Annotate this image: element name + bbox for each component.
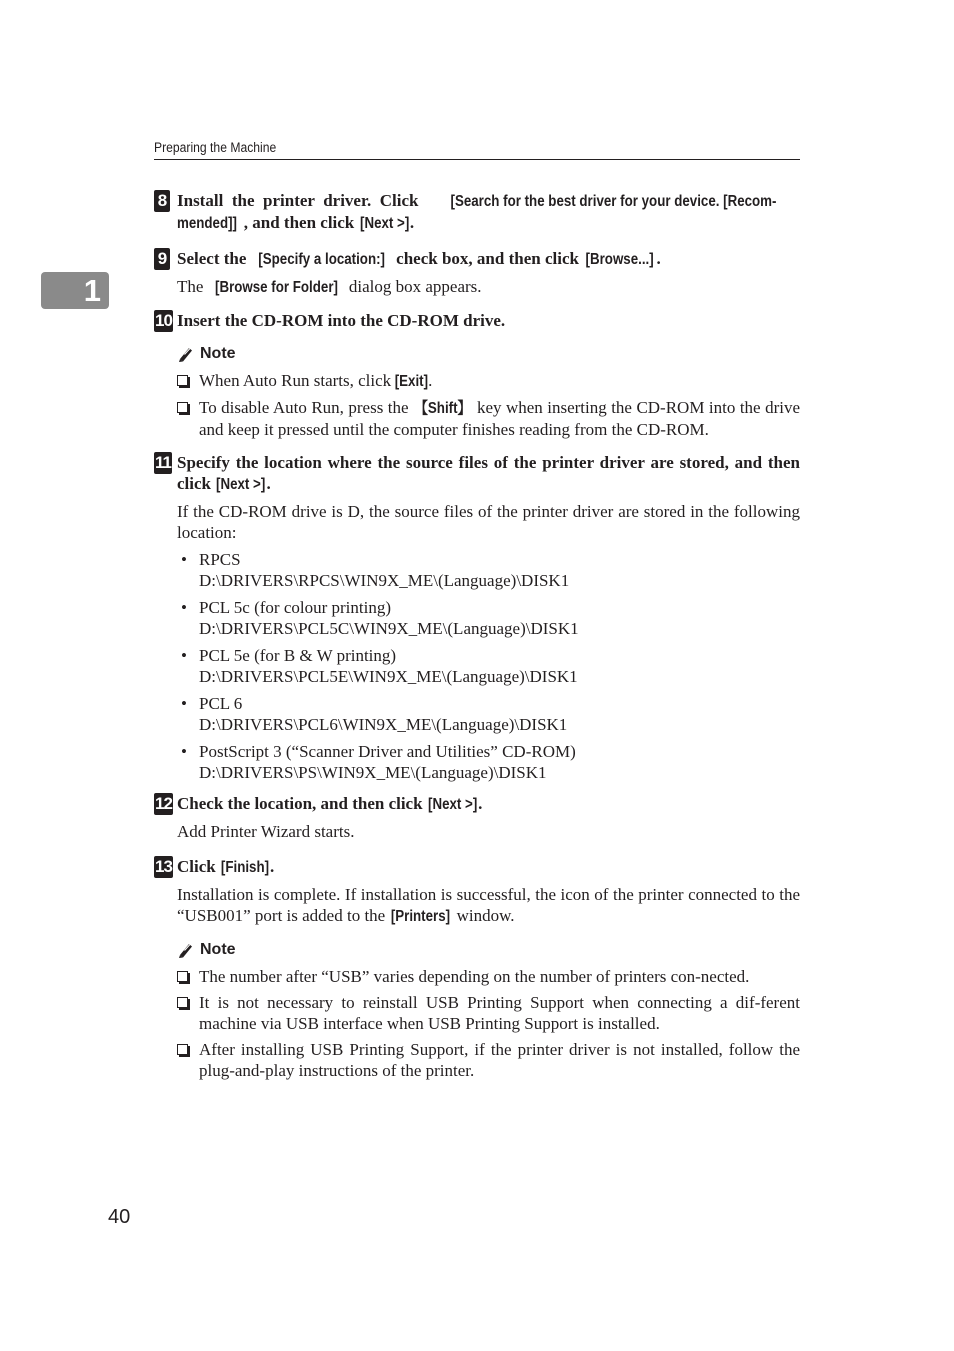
step-title: Specify the location where the source files of the printer driver are stored, and then click [Next >]. [177,453,800,493]
step-13 [154,856,800,1081]
note-heading [177,343,800,365]
driver-name: PCL 5e (for B & W printing) [199,646,397,665]
note-block [177,939,800,1081]
list-item [177,549,800,591]
step-title: Insert the CD-ROM into the CD-ROM drive. [177,311,506,330]
step-title: Install the printer driver. Click [Search for the best driver for your device. [Recom- mended]] , and then click [Next >]. [177,191,777,232]
page-content [154,190,800,1089]
step-title: Select the [Specify a location:] check box, and then click [Browse...] . [177,249,661,268]
step-number: 10 [155,311,172,330]
ui-label: [Next >] [427,796,478,813]
step-number: 8 [154,190,170,212]
list-item [177,693,800,735]
note-item: To disable Auto Run, press the 【Shift】 key when inserting the CD-ROM into the drive and keep it pressed until the computer finishes reading from the CD-ROM. [177,397,800,440]
note-heading [177,939,800,961]
ui-label: [Printers] [391,908,451,925]
bullet-icon: • [181,598,187,617]
driver-name: PCL 6 [199,694,243,713]
ui-label: mended]] [177,215,237,232]
checkbox-bullet-icon [177,971,188,982]
driver-name: RPCS [199,550,241,569]
ui-label: [Exit] [395,373,429,390]
section-title: Preparing the Machine [154,140,277,155]
step-11 [154,452,800,783]
driver-location-list [177,549,800,783]
bullet-icon: • [181,742,187,761]
ui-label: [Specify a location:] [257,251,385,268]
note-item: After installing USB Printing Support, if the printer driver is not installed, follow the plug-and-play instructions of the printer. [177,1039,800,1081]
ui-label: [Search for the best driver for your device. [Recom- [450,193,777,210]
chapter-number: 1 [83,273,101,308]
step-number: 9 [154,248,170,270]
driver-path: D:\DRIVERS\PCL6\WIN9X_ME\(Language)\DISK1 [199,715,568,734]
note-label: Note [200,941,236,958]
pencil-icon [177,941,195,959]
chapter-tab [41,272,109,309]
step-number: 12 [155,794,172,813]
step-12 [154,793,800,842]
checkbox-bullet-icon [177,375,188,386]
step-9 [154,248,800,298]
running-header [154,139,800,160]
step-description: Add Printer Wizard starts. [177,822,355,841]
ui-label: [Browse...] [585,251,654,268]
checkbox-bullet-icon [177,997,188,1008]
driver-path: D:\DRIVERS\PS\WIN9X_ME\(Language)\DISK1 [199,763,547,782]
step-10 [154,310,800,440]
list-item [177,645,800,687]
note-item: The number after “USB” varies depending on the number of printers con-nected. [177,966,800,987]
step-description: If the CD-ROM drive is D, the source files of the printer driver are stored in the following location: [177,502,800,542]
step-number: 11 [155,453,171,472]
step-8 [154,190,800,234]
step-description: The [Browse for Folder] dialog box appears. [177,277,482,296]
ui-label: 【Shift】 [414,400,471,417]
ui-label: [Next >] [359,215,409,232]
driver-path: D:\DRIVERS\PCL5C\WIN9X_ME\(Language)\DISK1 [199,619,579,638]
driver-path: D:\DRIVERS\RPCS\WIN9X_ME\(Language)\DISK1 [199,571,570,590]
bullet-icon: • [181,646,187,665]
checkbox-bullet-icon [177,1044,188,1055]
note-label: Note [200,345,236,362]
note-item: When Auto Run starts, click [Exit]. [177,370,800,392]
note-item: It is not necessary to reinstall USB Printing Support when connecting a dif-ferent machine via USB interface when USB Printing Support is installed. [177,992,800,1034]
step-title: Click [Finish]. [177,857,275,876]
step-title: Check the location, and then click [Next >]. [177,794,483,813]
page-number: 40 [108,1206,131,1228]
bullet-icon: • [181,694,187,713]
checkbox-bullet-icon [177,402,188,413]
bullet-icon: • [181,550,187,569]
list-item [177,597,800,639]
step-description: Installation is complete. If installation is successful, the icon of the printer connected to the “USB001” port is added to the [Printers] window. [177,885,800,925]
ui-label: [Finish] [220,859,270,876]
note-block [177,343,800,440]
pencil-icon [177,345,195,363]
list-item [177,741,800,783]
step-number: 13 [155,857,172,876]
driver-name: PostScript 3 (“Scanner Driver and Utilities” CD-ROM) [199,742,576,761]
driver-name: PCL 5c (for colour printing) [199,598,391,617]
ui-label: [Browse for Folder] [214,279,338,296]
ui-label: [Next >] [216,476,266,493]
driver-path: D:\DRIVERS\PCL5E\WIN9X_ME\(Language)\DISK1 [199,667,578,686]
